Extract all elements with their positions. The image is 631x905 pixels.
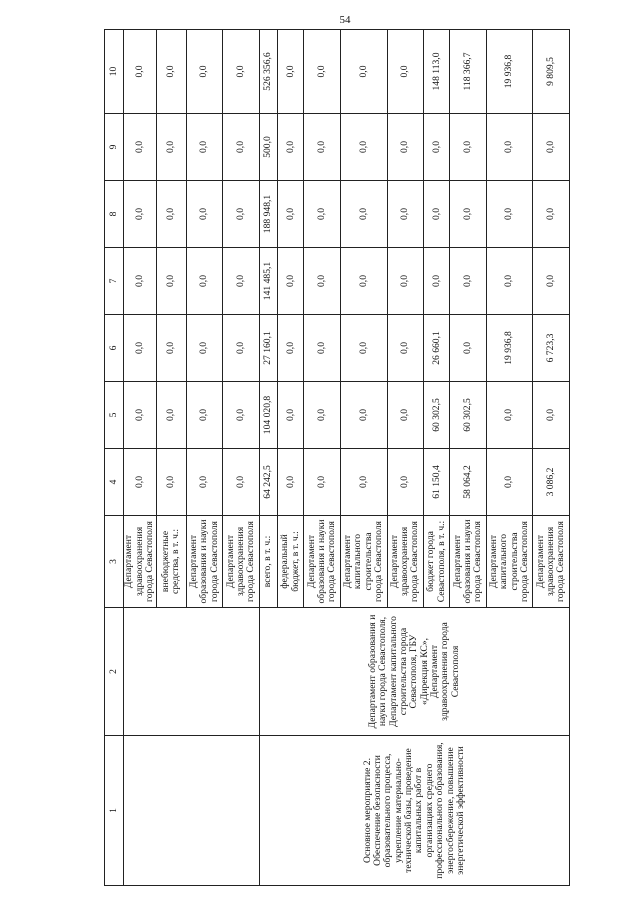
source-cell: Департамент образования и науки города Севастополя (450, 516, 486, 608)
value-cell: 0,0 (387, 114, 423, 181)
value-cell: 0,0 (278, 382, 304, 449)
funding-table (104, 29, 570, 886)
value-cell: 0,0 (340, 248, 387, 315)
value-cell: 61 150,4 (424, 449, 450, 516)
source-cell: Департамент образования и науки города Севастополя (186, 516, 222, 608)
value-cell: 0,0 (387, 449, 423, 516)
value-cell: 0,0 (486, 181, 533, 248)
value-cell: 0,0 (156, 30, 186, 114)
value-cell: 0,0 (156, 181, 186, 248)
value-cell: 118 366,7 (450, 30, 486, 114)
value-cell: 0,0 (533, 248, 570, 315)
value-cell: 0,0 (340, 315, 387, 382)
column-header-1: 1 (105, 736, 124, 886)
source-cell: Департамент здравоохранения города Севастополя (223, 516, 259, 608)
executors-cell: Департамент образования и науки города Севастополя, Департамент капитального строительства города Севастополя, ГБУ «Дирекция КС», Департамент здравоохранения города Севастополя (259, 608, 569, 736)
value-cell: 0,0 (124, 114, 157, 181)
value-cell: 0,0 (278, 315, 304, 382)
source-cell: Департамент здравоохранения города Севастополя (533, 516, 570, 608)
value-cell: 0,0 (304, 382, 340, 449)
value-cell: 0,0 (186, 315, 222, 382)
column-number-row (105, 30, 124, 886)
table-row (259, 30, 277, 886)
value-cell: 0,0 (278, 30, 304, 114)
value-cell: 0,0 (486, 382, 533, 449)
value-cell: 0,0 (124, 382, 157, 449)
value-cell: 0,0 (304, 30, 340, 114)
column-header-6: 6 (105, 315, 124, 382)
value-cell: 19 936,8 (486, 315, 533, 382)
value-cell: 0,0 (387, 382, 423, 449)
value-cell: 0,0 (186, 30, 222, 114)
value-cell: 0,0 (124, 30, 157, 114)
value-cell: 0,0 (223, 315, 259, 382)
value-cell: 0,0 (186, 181, 222, 248)
value-cell: 0,0 (223, 181, 259, 248)
value-cell: 0,0 (533, 181, 570, 248)
value-cell: 0,0 (424, 114, 450, 181)
value-cell: 0,0 (156, 248, 186, 315)
value-cell: 0,0 (450, 315, 486, 382)
column-header-9: 9 (105, 114, 124, 181)
value-cell: 26 660,1 (424, 315, 450, 382)
value-cell: 0,0 (124, 315, 157, 382)
value-cell: 0,0 (156, 382, 186, 449)
source-cell: бюджет города Севастополя, в т. ч.: (424, 516, 450, 608)
value-cell: 0,0 (278, 248, 304, 315)
value-cell: 0,0 (223, 382, 259, 449)
value-cell: 0,0 (223, 114, 259, 181)
column-header-10: 10 (105, 30, 124, 114)
value-cell: 27 160,1 (259, 315, 277, 382)
value-cell: 0,0 (223, 30, 259, 114)
value-cell: 0,0 (223, 449, 259, 516)
value-cell: 0,0 (124, 181, 157, 248)
value-cell: 0,0 (186, 114, 222, 181)
value-cell: 0,0 (387, 248, 423, 315)
value-cell: 0,0 (278, 181, 304, 248)
value-cell: 0,0 (486, 114, 533, 181)
value-cell: 141 485,1 (259, 248, 277, 315)
value-cell: 0,0 (450, 114, 486, 181)
value-cell: 0,0 (424, 181, 450, 248)
column-header-8: 8 (105, 181, 124, 248)
value-cell: 0,0 (186, 449, 222, 516)
value-cell: 60 302,5 (424, 382, 450, 449)
value-cell: 0,0 (486, 449, 533, 516)
value-cell: 0,0 (387, 315, 423, 382)
page-number: 54 (339, 14, 351, 26)
value-cell: 3 086,2 (533, 449, 570, 516)
value-cell: 0,0 (533, 382, 570, 449)
value-cell: 0,0 (124, 248, 157, 315)
value-cell: 0,0 (223, 248, 259, 315)
value-cell: 526 356,6 (259, 30, 277, 114)
value-cell: 19 936,8 (486, 30, 533, 114)
value-cell: 64 242,5 (259, 449, 277, 516)
source-cell: Департамент капитального строительства города Севастополя (340, 516, 387, 608)
value-cell: 0,0 (486, 248, 533, 315)
source-cell: Департамент здравоохранения города Севастополя (387, 516, 423, 608)
rotated-table-container (104, 30, 570, 886)
column-header-5: 5 (105, 382, 124, 449)
value-cell: 0,0 (387, 30, 423, 114)
value-cell: 148 113,0 (424, 30, 450, 114)
value-cell: 0,0 (340, 382, 387, 449)
value-cell: 0,0 (186, 248, 222, 315)
value-cell: 0,0 (340, 30, 387, 114)
value-cell: 0,0 (278, 449, 304, 516)
source-cell: внебюджетные средства, в т. ч.: (156, 516, 186, 608)
source-cell: всего, в т. ч.: (259, 516, 277, 608)
value-cell: 0,0 (340, 114, 387, 181)
value-cell: 500,0 (259, 114, 277, 181)
value-cell: 0,0 (450, 181, 486, 248)
source-cell: Департамент образования и науки города Севастополя (304, 516, 340, 608)
column-header-2: 2 (105, 608, 124, 736)
previous-executor-cell (124, 608, 260, 736)
event-description-cell: Основное мероприятие 2. Обеспечение безопасности образовательного процесса, укрепление материально-технической базы, проведение капитальных работ в организациях среднего профессионального образования, энергосбережение, повышение энергетической эффективности (259, 736, 569, 886)
value-cell: 0,0 (304, 315, 340, 382)
value-cell: 0,0 (424, 248, 450, 315)
column-header-7: 7 (105, 248, 124, 315)
column-header-4: 4 (105, 449, 124, 516)
value-cell: 0,0 (304, 114, 340, 181)
value-cell: 9 809,5 (533, 30, 570, 114)
source-cell: Департамент здравоохранения города Севастополя (124, 516, 157, 608)
value-cell: 6 723,3 (533, 315, 570, 382)
value-cell: 0,0 (186, 382, 222, 449)
value-cell: 0,0 (387, 181, 423, 248)
previous-event-cell (124, 736, 260, 886)
value-cell: 0,0 (156, 114, 186, 181)
value-cell: 104 020,8 (259, 382, 277, 449)
value-cell: 60 302,5 (450, 382, 486, 449)
value-cell: 0,0 (304, 181, 340, 248)
value-cell: 58 064,2 (450, 449, 486, 516)
source-cell: федеральный бюджет, в т. ч.: (278, 516, 304, 608)
value-cell: 0,0 (156, 449, 186, 516)
value-cell: 0,0 (304, 449, 340, 516)
value-cell: 0,0 (340, 449, 387, 516)
value-cell: 0,0 (450, 248, 486, 315)
value-cell: 0,0 (304, 248, 340, 315)
value-cell: 0,0 (156, 315, 186, 382)
value-cell: 0,0 (340, 181, 387, 248)
value-cell: 188 948,1 (259, 181, 277, 248)
source-cell: Департамент капитального строительства города Севастополя (486, 516, 533, 608)
value-cell: 0,0 (124, 449, 157, 516)
table-row (124, 30, 157, 886)
value-cell: 0,0 (533, 114, 570, 181)
column-header-3: 3 (105, 516, 124, 608)
value-cell: 0,0 (278, 114, 304, 181)
